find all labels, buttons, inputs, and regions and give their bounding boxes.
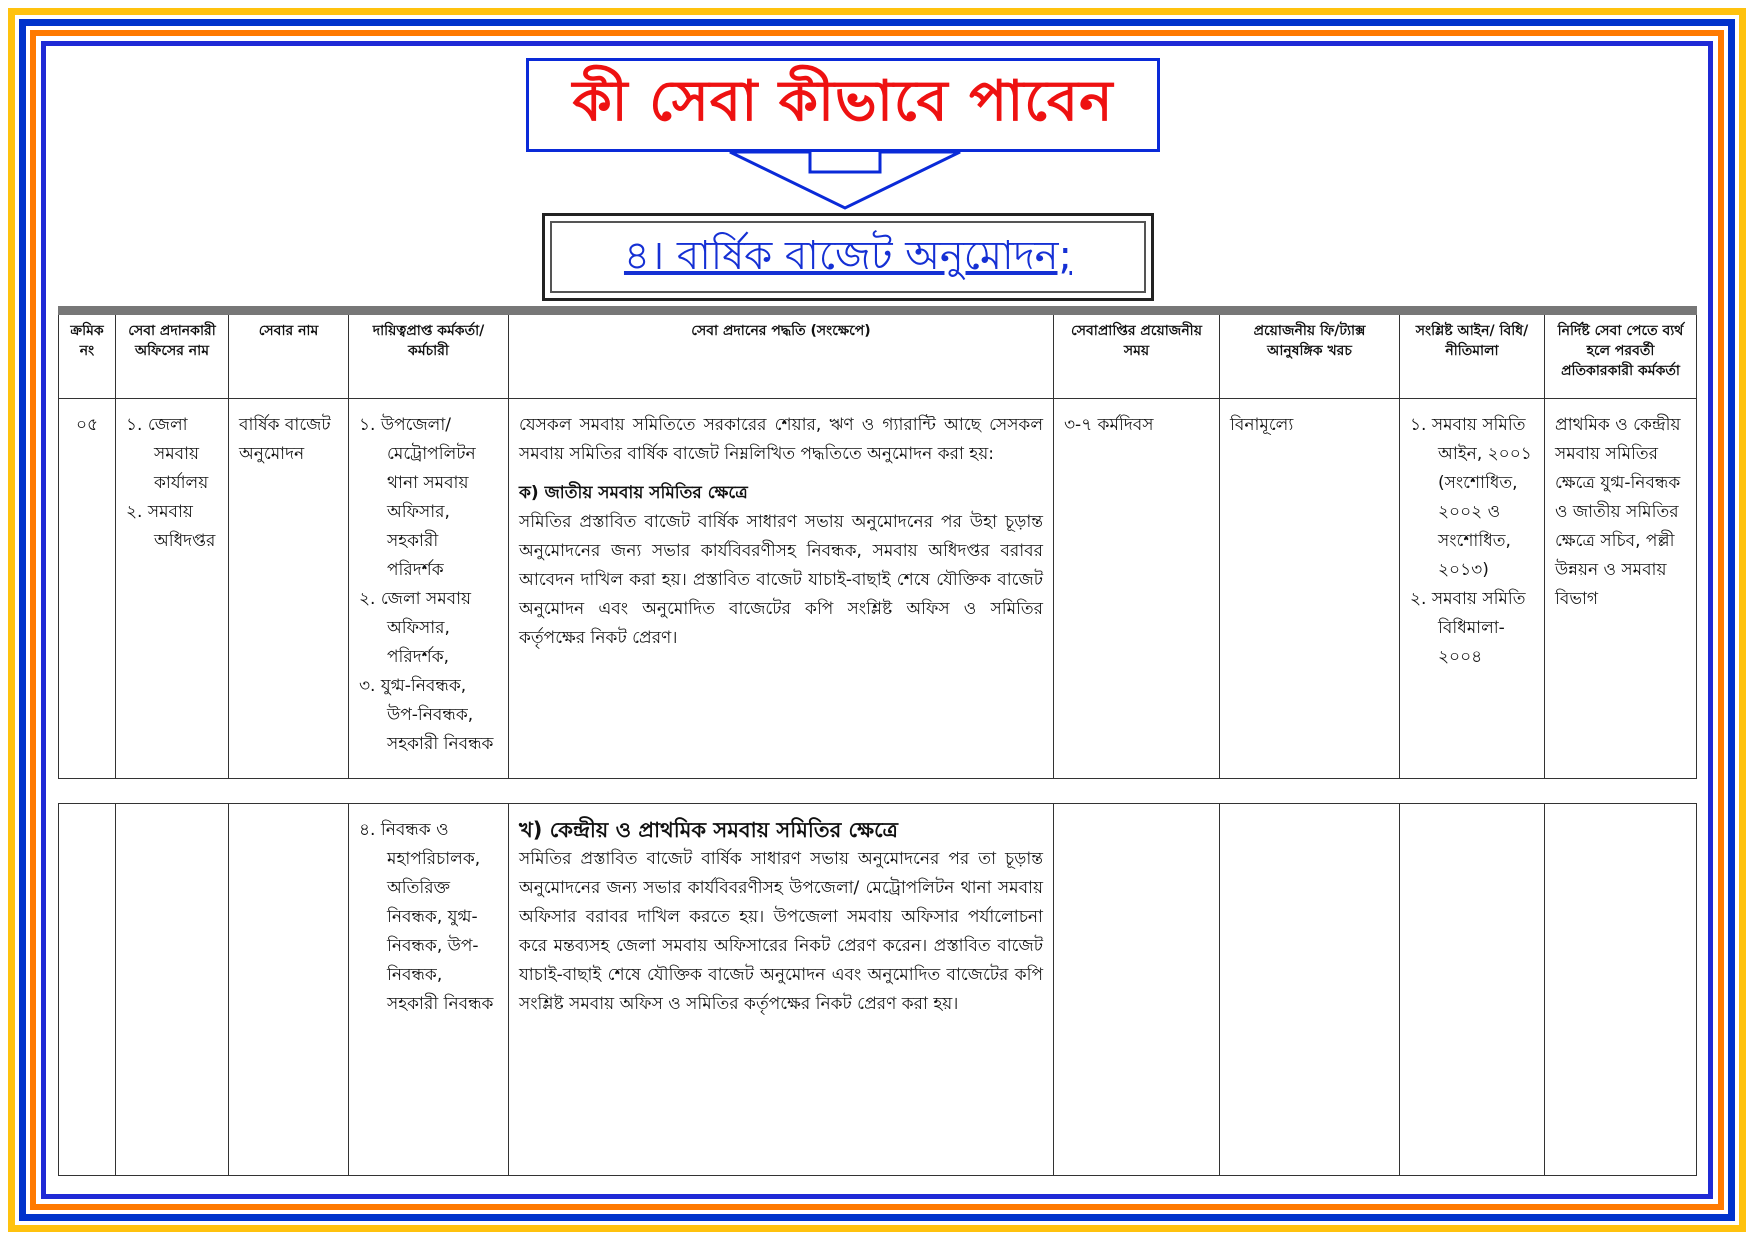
cell-officer bbox=[349, 804, 509, 1176]
title-banner bbox=[526, 58, 1160, 152]
cell-empty bbox=[1054, 804, 1220, 1176]
header-escalation: নির্দিষ্ট সেবা পেতে ব্যর্থ হলে পরবর্তী প্রতিকারকারী কর্মকর্তা bbox=[1545, 315, 1697, 399]
law-item: ১. সমবায় সমিতি আইন, ২০০১ (সংশোধিত, ২০০২ ও সংশোধিত, ২০১৩) bbox=[1410, 415, 1532, 580]
officer-item: ২. জেলা সমবায় অফিসার, পরিদর্শক, bbox=[359, 589, 472, 667]
cell-office bbox=[116, 399, 229, 779]
office-item: ২. সমবায় অধিদপ্তর bbox=[126, 502, 216, 551]
header-officer: দায়িত্বপ্রাপ্ত কর্মকর্তা/কর্মচারী bbox=[349, 315, 509, 399]
cell-escalation: প্রাথমিক ও কেন্দ্রীয় সমবায় সমিতির ক্ষেত্রে যুগ্ম-নিবন্ধক ও জাতীয় সমিতির ক্ষেত্রে সচিব, পল্লী উন্নয়ন ও সমবায় বিভাগ bbox=[1545, 399, 1697, 779]
table-row bbox=[59, 399, 1697, 779]
cell-method bbox=[509, 399, 1054, 779]
cell-empty bbox=[229, 804, 349, 1176]
header-method: সেবা প্রদানের পদ্ধতি (সংক্ষেপে) bbox=[509, 315, 1054, 399]
officer-item: ৩. যুগ্ম-নিবন্ধক, উপ-নিবন্ধক, সহকারী নিবন্ধক bbox=[359, 676, 494, 754]
officer-item: ৪. নিবন্ধক ও মহাপরিচালক, অতিরিক্ত নিবন্ধক, যুগ্ম-নিবন্ধক, উপ-নিবন্ধক, সহকারী নিবন্ধক bbox=[359, 820, 494, 1014]
header-serial: ক্রমিক নং bbox=[59, 315, 116, 399]
page-title: কী সেবা কীভাবে পাবেন bbox=[572, 69, 1114, 134]
method-intro: যেসকল সমবায় সমিতিতে সরকারের শেয়ার, ঋণ ও গ্যারান্টি আছে সেসকল সমবায় সমিতির বার্ষিক বাজেট নিম্নলিখিত পদ্ধতিতে অনুমোদন করা হয়: bbox=[519, 415, 1043, 464]
cell-serial: ০৫ bbox=[59, 399, 116, 779]
down-arrow-icon bbox=[720, 150, 970, 212]
table-row bbox=[59, 804, 1697, 1176]
cell-law bbox=[1400, 399, 1545, 779]
cell-officer bbox=[349, 399, 509, 779]
method-body-b: সমিতির প্রস্তাবিত বাজেট বার্ষিক সাধারণ সভায় অনুমোদনের পর তা চূড়ান্ত অনুমোদনের জন্য সভার কার্যবিবরণীসহ উপজেলা/ মেট্রোপলিটন থানা সমবায় অফিসার বরাবর দাখিল করতে হয়। উপজেলা সমবায় অফিসার পর্যালোচনা করে মন্তব্যসহ জেলা সমবায় অফিসারের নিকট প্রেরণ করেন। প্রস্তাবিত বাজেট যাচাই-বাছাই শেষে যৌক্তিক বাজেট অনুমোদন এবং অনুমোদিত বাজেটের কপি সংশ্লিষ্ট সমবায় অফিস ও সমিতির কর্তৃপক্ষের নিকট প্রেরণ করা হয়। bbox=[519, 849, 1043, 1014]
header-office: সেবা প্রদানকারী অফিসের নাম bbox=[116, 315, 229, 399]
cell-service: বার্ষিক বাজেট অনুমোদন bbox=[229, 399, 349, 779]
officer-item: ১. উপজেলা/ মেট্রোপলিটন থানা সমবায় অফিসার, সহকারী পরিদর্শক bbox=[359, 415, 476, 580]
header-fee: প্রয়োজনীয় ফি/ট্যাক্স আনুষঙ্গিক খরচ bbox=[1220, 315, 1400, 399]
office-item: ১. জেলা সমবায় কার্যালয় bbox=[126, 415, 209, 493]
header-service: সেবার নাম bbox=[229, 315, 349, 399]
cell-empty bbox=[59, 804, 116, 1176]
method-heading-b: খ) কেন্দ্রীয় ও প্রাথমিক সমবায় সমিতির ক্ষেত্রে bbox=[519, 818, 898, 842]
cell-fee: বিনামূল্যে bbox=[1220, 399, 1400, 779]
cell-method bbox=[509, 804, 1054, 1176]
header-law: সংশ্লিষ্ট আইন/ বিধি/নীতিমালা bbox=[1400, 315, 1545, 399]
cell-empty bbox=[116, 804, 229, 1176]
cell-empty bbox=[1545, 804, 1697, 1176]
law-item: ২. সমবায় সমিতি বিধিমালা- ২০০৪ bbox=[1410, 589, 1526, 667]
method-heading-a: ক) জাতীয় সমবায় সমিতির ক্ষেত্রে bbox=[519, 483, 748, 503]
method-body-a: সমিতির প্রস্তাবিত বাজেট বার্ষিক সাধারণ সভায় অনুমোদনের পর উহা চূড়ান্ত অনুমোদনের জন্য সভার কার্যবিবরণীসহ নিবন্ধক, সমবায় অধিদপ্তর বরাবর আবেদন দাখিল করা হয়। প্রস্তাবিত বাজেট যাচাই-বাছাই শেষে যৌক্তিক বাজেট অনুমোদন এবং অনুমোদিত বাজেটের কপি সংশ্লিষ্ট অফিস ও সমিতির কর্তৃপক্ষের নিকট প্রেরণ। bbox=[519, 512, 1043, 648]
header-time: সেবাপ্রাপ্তির প্রয়োজনীয় সময় bbox=[1054, 315, 1220, 399]
table-top-bar bbox=[59, 307, 1697, 315]
table-gap-row bbox=[59, 779, 1697, 804]
service-table bbox=[58, 306, 1697, 1176]
cell-time: ৩-৭ কর্মদিবস bbox=[1054, 399, 1220, 779]
cell-empty bbox=[1220, 804, 1400, 1176]
cell-empty bbox=[1400, 804, 1545, 1176]
section-subtitle: ৪। বার্ষিক বাজেট অনুমোদন; bbox=[623, 232, 1073, 279]
table-header-row bbox=[59, 315, 1697, 399]
subtitle-banner bbox=[542, 213, 1154, 301]
